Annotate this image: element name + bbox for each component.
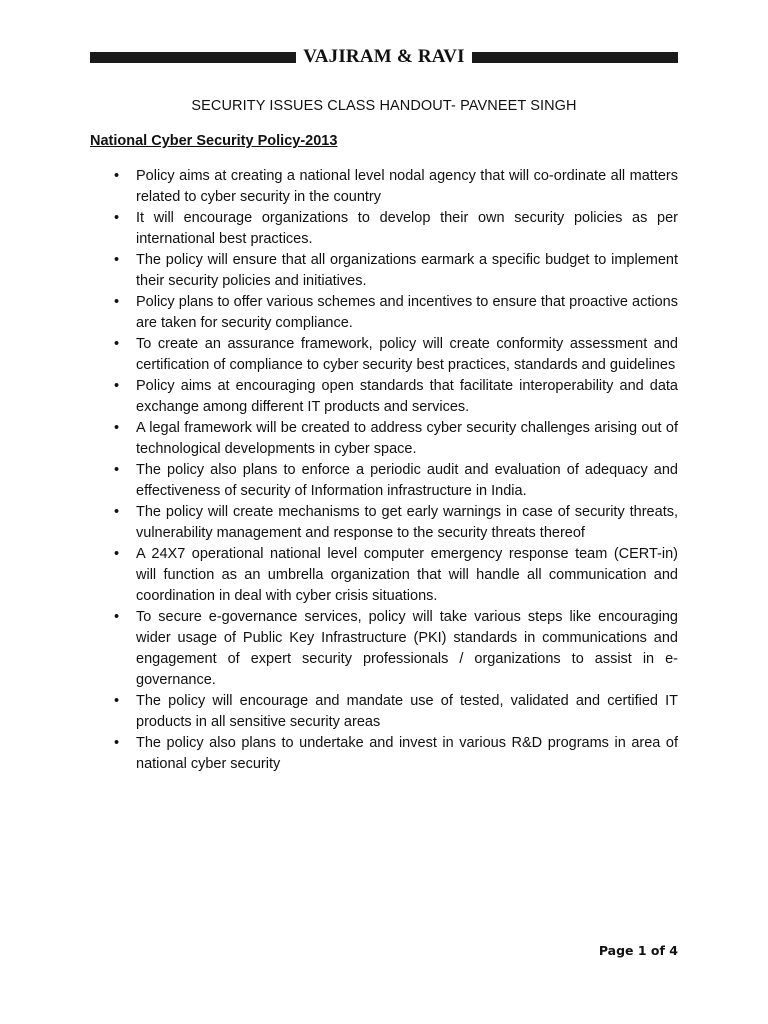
bullet-dot-icon: • (114, 420, 120, 436)
bullet-text: The policy will create mechanisms to get early warnings in case of security threats, vulnerability management and response to the security threats thereof (136, 504, 678, 541)
bullet-dot-icon: • (114, 168, 120, 184)
bullet-item (90, 691, 678, 733)
bullet-text: Policy aims at encouraging open standards that facilitate interoperability and data exchange among different IT products and services. (136, 378, 678, 415)
page-header (90, 44, 678, 70)
bullet-item (90, 460, 678, 502)
bullet-text: A 24X7 operational national level computer emergency response team (CERT-in) will function as an umbrella organization that will handle all communication and coordination in deal with cyber crisis situations. (136, 546, 678, 604)
document-title: SECURITY ISSUES CLASS HANDOUT- PAVNEET SINGH (191, 98, 577, 114)
policy-bullet-list (90, 166, 678, 775)
bullet-text: The policy will encourage and mandate use of tested, validated and certified IT products in all sensitive security areas (136, 693, 678, 730)
bullet-text: Policy plans to offer various schemes and incentives to ensure that proactive actions are taken for security compliance. (136, 294, 678, 331)
bullet-item (90, 208, 678, 250)
bullet-text: A legal framework will be created to address cyber security challenges arising out of technological developments in cyber space. (136, 420, 678, 457)
bullet-dot-icon: • (114, 252, 120, 268)
bullet-item (90, 544, 678, 607)
bullet-text: To create an assurance framework, policy will create conformity assessment and certification of compliance to cyber security best practices, standards and guidelines (136, 336, 678, 373)
header-bar-left (90, 52, 296, 63)
page-number: Page 1 of 4 (598, 943, 678, 958)
bullet-dot-icon: • (114, 609, 120, 625)
bullet-item (90, 418, 678, 460)
bullet-dot-icon: • (114, 693, 120, 709)
bullet-item (90, 334, 678, 376)
bullet-dot-icon: • (114, 378, 120, 394)
header-bar-right (472, 52, 678, 63)
section-heading: National Cyber Security Policy-2013 (90, 133, 338, 149)
bullet-item (90, 607, 678, 691)
bullet-dot-icon: • (114, 462, 120, 478)
bullet-text: To secure e-governance services, policy will take various steps like encouraging wider usage of Public Key Infrastructure (PKI) standards in communications and engagement of expert security professionals / organizations to assist in e-governance. (136, 609, 678, 688)
bullet-item (90, 733, 678, 775)
bullet-dot-icon: • (114, 735, 120, 751)
bullet-dot-icon: • (114, 336, 120, 352)
bullet-text: Policy aims at creating a national level nodal agency that will co-ordinate all matters related to cyber security in the country (136, 168, 678, 205)
bullet-dot-icon: • (114, 546, 120, 562)
brand-name: VAJIRAM & RAVI (303, 46, 465, 67)
bullet-dot-icon: • (114, 504, 120, 520)
bullet-text: The policy also plans to enforce a periodic audit and evaluation of adequacy and effectiveness of security of Information infrastructure in India. (136, 462, 678, 499)
bullet-item (90, 376, 678, 418)
bullet-item (90, 502, 678, 544)
bullet-text: The policy will ensure that all organizations earmark a specific budget to implement their security policies and initiatives. (136, 252, 678, 289)
bullet-item (90, 166, 678, 208)
bullet-dot-icon: • (114, 210, 120, 226)
bullet-dot-icon: • (114, 294, 120, 310)
bullet-text: The policy also plans to undertake and invest in various R&D programs in area of national cyber security (136, 735, 678, 772)
bullet-item (90, 250, 678, 292)
bullet-text: It will encourage organizations to develop their own security policies as per international best practices. (136, 210, 678, 247)
bullet-item (90, 292, 678, 334)
